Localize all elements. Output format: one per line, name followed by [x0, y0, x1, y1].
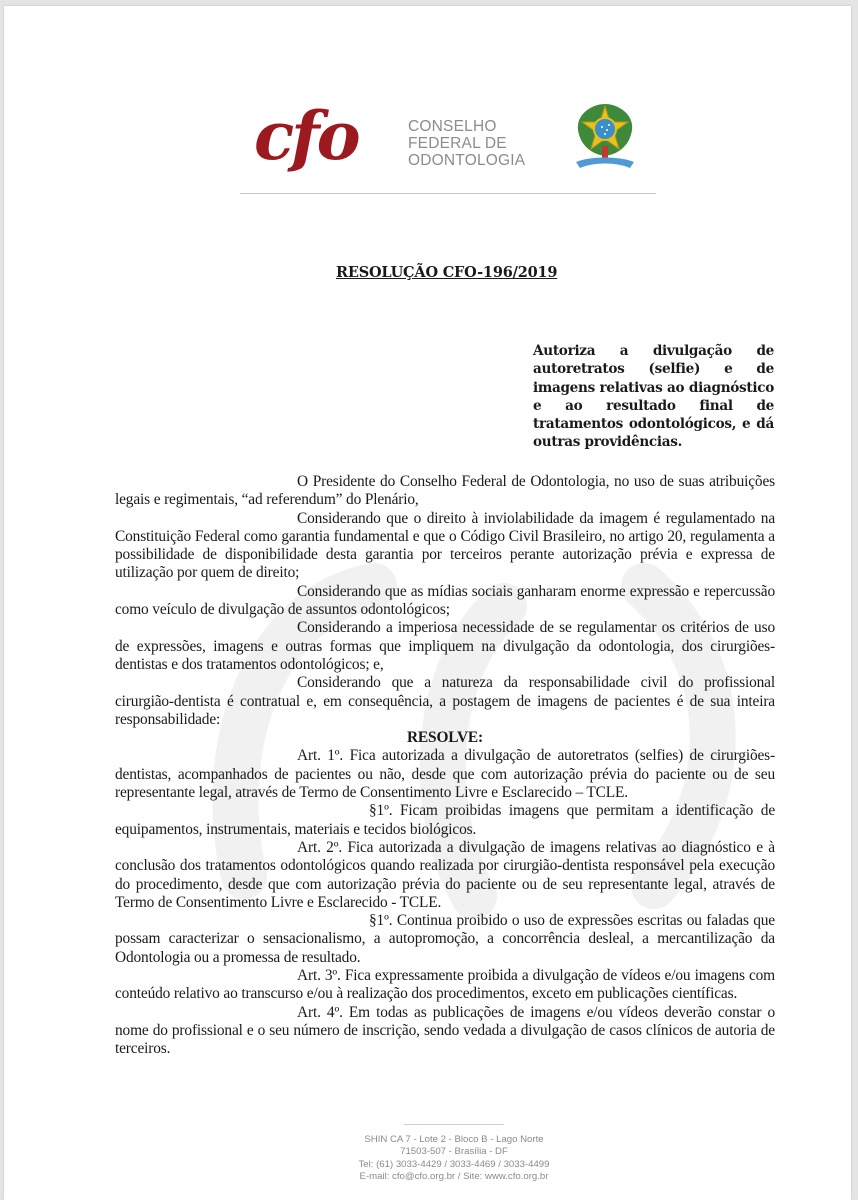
- cfo-logo: cfo: [254, 97, 358, 175]
- considering-paragraph: Considerando que a natureza da responsabilidade civil do profissional cirurgião-dentista é contratual e, em consequência, a postagem de imagens de pacientes é de sua inteira responsabilidade:: [115, 674, 775, 728]
- org-name-line: CONSELHO: [408, 118, 497, 135]
- footer-contact: E-mail: cfo@cfo.org.br / Site: www.cfo.org.br: [359, 1170, 549, 1182]
- article-4: Art. 4º. Em todas as publicações de imagens e/ou vídeos deverão constar o nome do profissional e o seu número de inscrição, sendo vedada a divulgação de casos clínicos de autoria de terceiros.: [115, 1003, 775, 1058]
- article-2-paragraph-1: §1º. Continua proibido o uso de expressões escritas ou faladas que possam caracterizar o sensacionalismo, a autopromoção, a concorrência desleal, a mercantilização da Odontologia ou a promessa de resultado.: [115, 912, 775, 966]
- article-1: Art. 1º. Fica autorizada a divulgação de autoretratos (selfies) de cirurgiões-dentistas, acompanhados de pacientes ou não, desde que com autorização prévia do paciente ou de seu representante legal, através de Termo de Consentimento Livre e Esclarecido – TCLE.: [115, 747, 775, 802]
- resolve-heading: RESOLVE:: [406, 729, 484, 747]
- document-body: [115, 473, 775, 1059]
- article-3: Art. 3º. Fica expressamente proibida a divulgação de vídeos e/ou imagens com conteúdo relativo ao transcurso e/ou à realização dos procedimentos, exceto em publicações científicas.: [115, 967, 775, 1003]
- letterhead: [240, 94, 656, 196]
- org-name-line: FEDERAL DE: [408, 135, 507, 152]
- considering-paragraph: Considerando que as mídias sociais ganharam enorme expressão e repercussão como veículo de divulgação de assuntos odontológicos;: [115, 582, 775, 619]
- document-title: RESOLUÇÃO CFO-196/2019: [336, 264, 558, 281]
- header-divider: [240, 193, 656, 194]
- considering-paragraph: Considerando a imperiosa necessidade de se regulamentar os critérios de uso de expressões, imagens e outras formas que impliquem na divulgação da odontologia, dos cirurgiões-dentistas e dos tratamentos odontológicos; e,: [115, 619, 775, 673]
- ementa-summary: Autoriza a divulgação de autoretratos (selfie) e de imagens relativas ao diagnóstico e ao resultado final de tratamentos odontológicos, e dá outras providências.: [533, 343, 774, 451]
- organization-name: [408, 118, 525, 169]
- org-name-line: ODONTOLOGIA: [408, 152, 526, 169]
- footer-address: SHIN CA 7 - Lote 2 - Bloco B - Lago Norte: [364, 1134, 544, 1145]
- article-2: Art. 2º. Fica autorizada a divulgação de imagens relativas ao diagnóstico e à conclusão dos tratamentos odontológicos quando realizada por cirurgião-dentista responsável pela execução do procedimento, desde que com autorização prévia do paciente ou de seu representante legal, através de Termo de Consentimento Livre e Esclarecido - TCLE.: [115, 838, 775, 911]
- footer-address-block: [254, 1134, 654, 1183]
- footer-phones: Tel: (61) 3033-4429 / 3033-4469 / 3033-4499: [358, 1158, 550, 1170]
- document-page: [4, 6, 851, 1200]
- brazil-coat-of-arms-icon: [572, 100, 638, 172]
- footer-city: 71503-507 - Brasília - DF: [400, 1146, 508, 1158]
- footer-divider: [404, 1124, 504, 1125]
- article-1-paragraph-1: §1º. Ficam proibidas imagens que permitam a identificação de equipamentos, instrumentais, materiais e tecidos biológicos.: [115, 802, 775, 838]
- preamble-paragraph: O Presidente do Conselho Federal de Odontologia, no uso de suas atribuições legais e regimentais, “ad referendum” do Plenário,: [115, 473, 775, 509]
- considering-paragraph: Considerando que o direito à inviolabilidade da imagem é regulamentado na Constituição Federal como garantia fundamental e que o Código Civil Brasileiro, no artigo 20, regulamenta a possibilidade de disponibilidade desta garantia por terceiros perante autorização prévia e expressa de utilização por quem de direito;: [115, 509, 775, 582]
